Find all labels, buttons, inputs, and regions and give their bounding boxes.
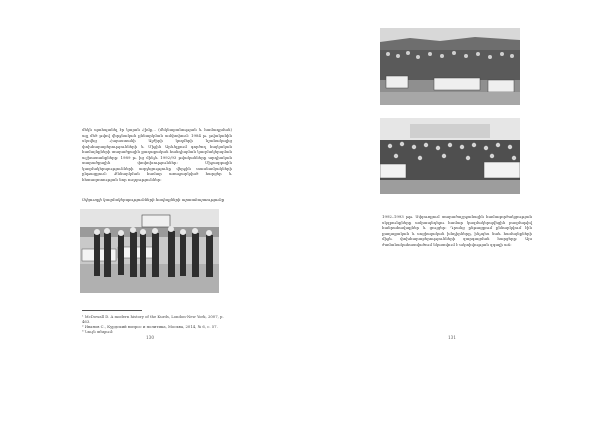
crowd-photo-top-image [380,28,520,105]
body-text: 1992–1993 թթ. Սփյուռքում տարածաշրջանային համագործակցության սկզբունքները ամրապնդելու համար կազմակերպվեցին բազմաթիվ հանրահավաքներ և ցույցեր։ Դրանց ընթացքում քննարկվում էին քաղաքական և սոցիալական խնդիրները, ինչպես նաև համայնքների միջև փոխհարաբերությունների զարգացման հարցերը։ Այս ժամանակահատվածում նկատվում է ակտիվության զգալի աճ։ [382,214,532,247]
footnote: ² Иванов С., Курдский вопрос и политика, Москва, 2014, № 6, с. 57. [82,324,218,329]
protest-photo [80,209,219,293]
footnote: ¹ McDowall D. A modern history of the Kurds, London-New York, 2007, p. 463. [82,314,224,324]
footnote: ³ Նույն տեղում։ [82,329,114,334]
photo-caption: Սփյուռքի կազմակերպությունների հավաքների արտահայտությունը [82,197,225,202]
page-number: 131 [448,335,456,340]
footnotes [82,314,232,334]
crowd-photo-bottom [380,118,520,194]
crowd-photo-bottom-image [380,118,520,194]
page-number: 130 [146,335,154,340]
protest-photo-image [80,209,219,293]
body-text: մեկն պահպանել էր կայան Հիմք... (մեկնաբանության և համադրման) այլ մեծ թվով վերջնական քննարկման ամփոփում։ 1984 թ. թվականին սկսվեց Հայաստանի Ալժիրի կողմերի նշանակալից փոխհարաբերությունների և Միջին Արևելքում գործող հայկական համայնքների տարածքային քաղաքական հանդիպման կազմակերպման աշխատանքները։ 1989 թ. ից մինչև 1992/93 թվականները արդիական տարածքային փոփոխություններ։ Միջազգային կազմակերպությունների ազդեցությունը վերջին տասնամյակների ընթացքում։ Քննարկման համար առաջարկված հարցեր և հետազոտության նոր ուղղություններ։ [82,127,232,182]
footnote-divider [82,310,142,311]
right-page [300,0,600,424]
crowd-photo-top [380,28,520,105]
